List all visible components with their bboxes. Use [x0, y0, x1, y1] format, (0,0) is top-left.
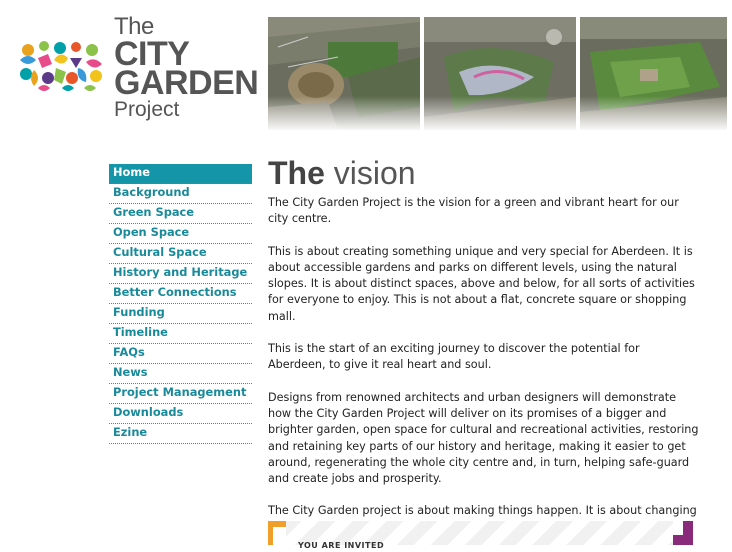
- logo-line-garden: GARDEN: [114, 64, 259, 102]
- aerial-image-3: [580, 17, 732, 130]
- aerial-image-1: [268, 17, 420, 130]
- logo-line-the: The: [114, 13, 154, 40]
- content-paragraph: The City Garden project is about making things happen. It is about changing: [268, 504, 697, 518]
- nav-item-better-connections[interactable]: Better Connections: [109, 284, 252, 304]
- nav-item-green-space[interactable]: Green Space: [109, 204, 252, 224]
- nav-item-home[interactable]: Home: [109, 164, 252, 184]
- city-garden-logo-icon: [18, 38, 106, 94]
- site-logo[interactable]: [18, 10, 258, 125]
- aerial-image-2: [424, 17, 576, 130]
- banner-purple-tab: [673, 521, 693, 545]
- banner-orange-tab: [268, 521, 286, 545]
- main-content: [268, 195, 700, 552]
- nav-item-background[interactable]: Background: [109, 184, 252, 204]
- nav-item-timeline[interactable]: Timeline: [109, 324, 252, 344]
- banner-text: YOU ARE INVITED: [298, 541, 385, 550]
- page-title-rest: vision: [324, 155, 416, 191]
- nav-item-downloads[interactable]: Downloads: [109, 404, 252, 424]
- nav-item-project-management[interactable]: Project Management: [109, 384, 252, 404]
- nav-item-ezine[interactable]: Ezine: [109, 424, 252, 444]
- content-paragraph: This is the start of an exciting journey to discover the potential for Aberdeen, to give it real heart and soul.: [268, 342, 640, 372]
- logo-line-city: CITY: [114, 35, 190, 73]
- logo-line-project: Project: [114, 98, 180, 121]
- content-paragraph: Designs from renowned architects and urban designers will demonstrate how the City Garden Project will deliver on its promises of a bigger and brighter garden, open space for cultural and recreational activities, restoring and retaining key parts of our history and heritage, making it easier to get around, regenerating the whole city centre and, in turn, helping safe-guard and create jobs and prosperity.: [268, 390, 699, 486]
- page-title: [268, 153, 416, 193]
- page-title-bold: The: [268, 155, 325, 191]
- content-paragraph: This is about creating something unique and very special for Aberdeen. It is about accessible gardens and parks on different levels, using the natural slopes. It is about distinct spaces, above and below, for all sorts of activities for everyone to enjoy. This is not about a flat, concrete square or shopping mall.: [268, 244, 695, 323]
- invite-banner[interactable]: [268, 521, 693, 550]
- content-paragraph: The City Garden Project is the vision for a green and vibrant heart for our city centre.: [268, 196, 679, 226]
- nav-item-cultural-space[interactable]: Cultural Space: [109, 244, 252, 264]
- nav-item-history-and-heritage[interactable]: History and Heritage: [109, 264, 252, 284]
- nav-item-news[interactable]: News: [109, 364, 252, 384]
- nav-item-faqs[interactable]: FAQs: [109, 344, 252, 364]
- main-nav: [109, 164, 252, 444]
- nav-item-open-space[interactable]: Open Space: [109, 224, 252, 244]
- nav-item-funding[interactable]: Funding: [109, 304, 252, 324]
